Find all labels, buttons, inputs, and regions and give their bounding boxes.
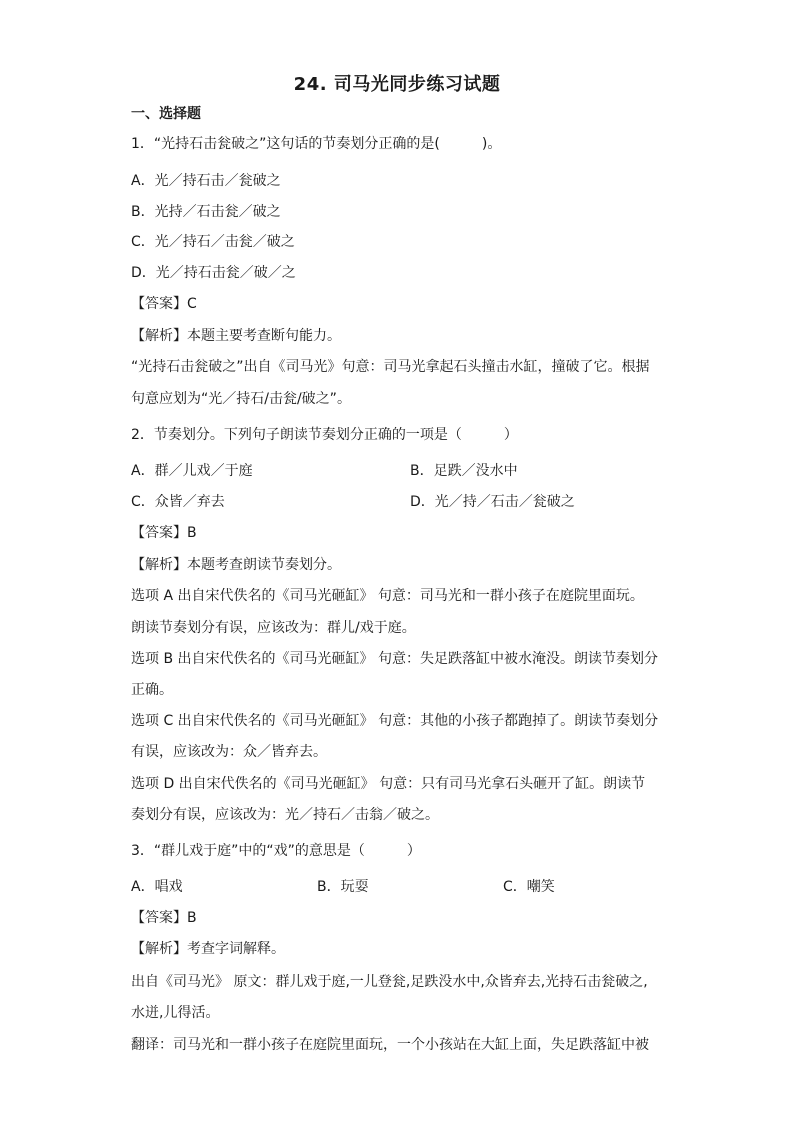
q2-explain-line: 选项 B 出自宋代佚名的《司马光砸缸》 句意：失足跌落缸中被水淹没。朗读节奏划分 bbox=[131, 651, 658, 667]
q2-explain-line: 选项 A 出自宋代佚名的《司马光砸缸》 句意：司马光和一群小孩子在庭院里面玩。 bbox=[131, 588, 644, 604]
q3-analysis: 【解析】考查字词解释。 bbox=[131, 941, 285, 957]
q3-option-b: B．玩耍 bbox=[317, 879, 369, 895]
q1-answer: 【答案】C bbox=[131, 296, 197, 312]
question-3-stem: 3．“群儿戏于庭”中的“戏”的意思是（ ） bbox=[131, 843, 421, 859]
q2-explain-line: 选项 D 出自宋代佚名的《司马光砸缸》 句意：只有司马光拿石头砸开了缸。朗读节 bbox=[131, 776, 646, 792]
q1-explain-line: “光持石击瓮破之”出自《司马光》句意：司马光拿起石头撞击水缸，撞破了它。根据 bbox=[131, 359, 650, 375]
q2-analysis: 【解析】本题考查朗读节奏划分。 bbox=[131, 557, 341, 573]
q2-option-d: D．光／持／石击／瓮破之 bbox=[410, 494, 575, 510]
q2-explain-line: 选项 C 出自宋代佚名的《司马光砸缸》 句意：其他的小孩子都跑掉了。朗读节奏划分 bbox=[131, 713, 659, 729]
q1-analysis: 【解析】本题主要考查断句能力。 bbox=[131, 328, 341, 344]
q3-explain-line: 水迸,儿得活。 bbox=[131, 1005, 220, 1021]
section-heading: 一、选择题 bbox=[131, 106, 201, 122]
document-title: 24. 司马光同步练习试题 bbox=[293, 74, 501, 95]
q2-option-b: B．足跌／没水中 bbox=[410, 463, 518, 479]
q3-answer: 【答案】B bbox=[131, 910, 197, 926]
q2-explain-line: 奏划分有误，应该改为：光／持石／击翁／破之。 bbox=[131, 807, 439, 823]
q1-option-d: D．光／持石击瓮／破／之 bbox=[131, 265, 296, 281]
q3-option-a: A．唱戏 bbox=[131, 879, 183, 895]
q3-explain-line: 出自《司马光》 原文：群儿戏于庭,一儿登瓮,足跌没水中,众皆弃去,光持石击瓮破之, bbox=[131, 974, 648, 990]
q1-option-a: A．光／持石击／瓮破之 bbox=[131, 173, 281, 189]
question-2-stem: 2．节奏划分。下列句子朗读节奏划分正确的一项是（ ） bbox=[131, 427, 518, 443]
q2-answer: 【答案】B bbox=[131, 525, 197, 541]
q2-option-a: A．群／儿戏／于庭 bbox=[131, 463, 253, 479]
q1-explain-line: 句意应划为“光／持石/击瓮/破之”。 bbox=[131, 391, 351, 407]
q1-option-c: C．光／持石／击瓮／破之 bbox=[131, 234, 295, 250]
q2-explain-line: 朗读节奏划分有误，应该改为：群儿/戏于庭。 bbox=[131, 620, 416, 636]
q2-option-c: C．众皆／弃去 bbox=[131, 494, 225, 510]
q2-explain-line: 有误，应该改为：众／皆弃去。 bbox=[131, 744, 327, 760]
q2-explain-line: 正确。 bbox=[131, 682, 173, 698]
q1-option-b: B．光持／石击瓮／破之 bbox=[131, 204, 281, 220]
question-1-stem: 1．“光持石击瓮破之”这句话的节奏划分正确的是( )。 bbox=[131, 136, 502, 152]
q3-explain-line: 翻译：司马光和一群小孩子在庭院里面玩，一个小孩站在大缸上面，失足跌落缸中被 bbox=[131, 1037, 649, 1053]
q3-option-c: C．嘲笑 bbox=[503, 879, 555, 895]
